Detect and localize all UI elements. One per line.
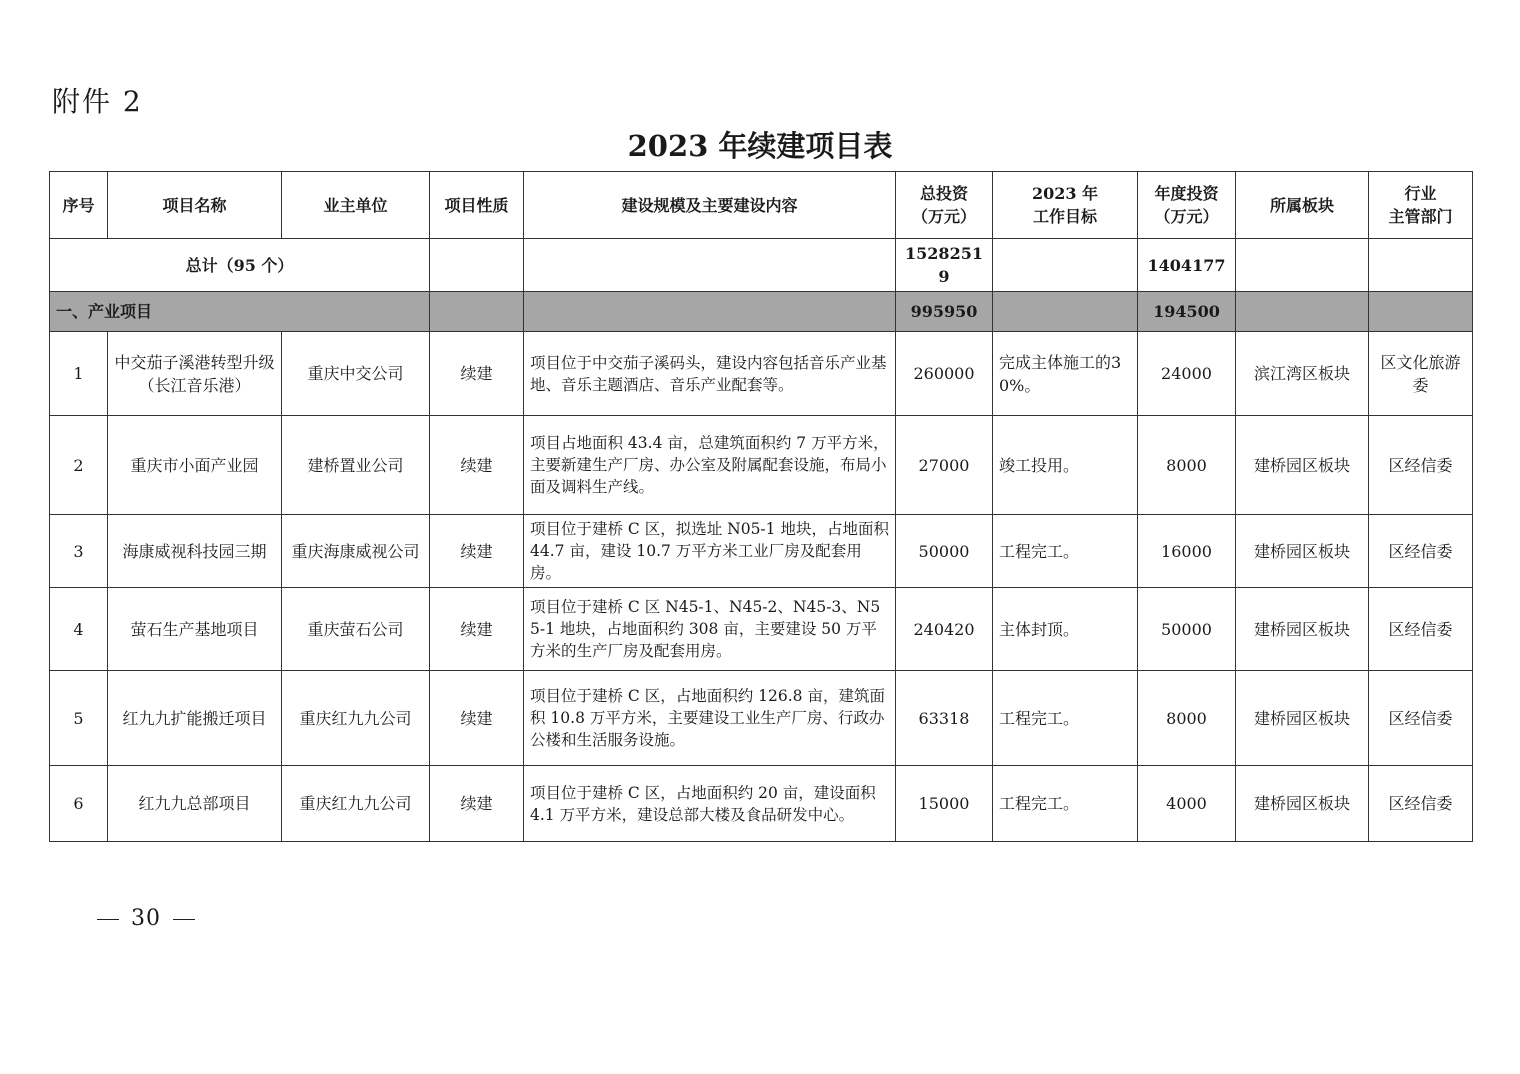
- row-scope: 项目位于建桥 C 区，拟选址 N05-1 地块，占地面积 44.7 亩，建设 10.7 万平方米工业厂房及配套用房。: [524, 515, 896, 588]
- header-total-investment-line2: （万元）: [911, 207, 976, 226]
- row-annual-investment: 16000: [1138, 515, 1236, 588]
- row-nature: 续建: [430, 588, 524, 671]
- row-index: 5: [50, 671, 108, 766]
- row-block: 建桥园区板块: [1236, 515, 1369, 588]
- row-scope: 项目位于建桥 C 区 N45-1、N45-2、N45-3、N55-1 地块，占地面积约 308 亩，主要建设 50 万平方米的生产厂房及配套用房。: [524, 588, 896, 671]
- table-row: [50, 332, 1473, 416]
- row-department: 区经信委: [1369, 671, 1473, 766]
- attachment-label: 附件 2: [52, 85, 143, 118]
- row-project-name: 重庆市小面产业园: [108, 416, 282, 515]
- row-department: 区经信委: [1369, 588, 1473, 671]
- row-block: 建桥园区板块: [1236, 588, 1369, 671]
- header-total-investment-line1: 总投资: [919, 184, 968, 203]
- total-empty-scope: [524, 239, 896, 292]
- row-nature: 续建: [430, 416, 524, 515]
- row-department: 区文化旅游委: [1369, 332, 1473, 416]
- total-label: 总计（95 个）: [50, 239, 430, 292]
- row-annual-investment: 24000: [1138, 332, 1236, 416]
- section-label: 一、产业项目: [50, 292, 430, 332]
- row-department: 区经信委: [1369, 515, 1473, 588]
- row-annual-investment: 8000: [1138, 416, 1236, 515]
- header-department-line1: 行业: [1404, 184, 1437, 203]
- total-empty-goal: [993, 239, 1138, 292]
- table-row: [50, 766, 1473, 842]
- table-row: [50, 515, 1473, 588]
- header-nature: 项目性质: [430, 172, 524, 239]
- header-block: 所属板块: [1236, 172, 1369, 239]
- row-index: 2: [50, 416, 108, 515]
- row-owner: 重庆红九九公司: [282, 671, 430, 766]
- row-project-name: 萤石生产基地项目: [108, 588, 282, 671]
- header-goal-line1: 2023 年: [1031, 184, 1099, 203]
- row-goal: 完成主体施工的30%。: [993, 332, 1138, 416]
- row-goal: 主体封顶。: [993, 588, 1138, 671]
- header-index: 序号: [50, 172, 108, 239]
- row-total-investment: 240420: [896, 588, 993, 671]
- header-goal-line2: 工作目标: [1032, 207, 1097, 226]
- row-goal: 工程完工。: [993, 671, 1138, 766]
- header-annual-investment-line1: 年度投资: [1154, 184, 1219, 203]
- row-nature: 续建: [430, 332, 524, 416]
- row-goal: 工程完工。: [993, 515, 1138, 588]
- total-empty-nature: [430, 239, 524, 292]
- row-goal: 竣工投用。: [993, 416, 1138, 515]
- row-annual-investment: 50000: [1138, 588, 1236, 671]
- page-number-dash-right: [173, 919, 195, 920]
- row-block: 建桥园区板块: [1236, 416, 1369, 515]
- projects-table: [49, 171, 1473, 842]
- row-total-investment: 27000: [896, 416, 993, 515]
- row-project-name: 中交茄子溪港转型升级（长江音乐港）: [108, 332, 282, 416]
- header-annual-investment-line2: （万元）: [1154, 207, 1219, 226]
- section-row: [50, 292, 1473, 332]
- row-scope: 项目位于建桥 C 区，占地面积约 126.8 亩，建筑面积 10.8 万平方米，主要建设工业生产厂房、行政办公楼和生活服务设施。: [524, 671, 896, 766]
- row-block: 建桥园区板块: [1236, 671, 1369, 766]
- row-owner: 建桥置业公司: [282, 416, 430, 515]
- header-department-line2: 主管部门: [1388, 207, 1453, 226]
- row-total-investment: 15000: [896, 766, 993, 842]
- section-empty-department: [1369, 292, 1473, 332]
- row-index: 3: [50, 515, 108, 588]
- row-department: 区经信委: [1369, 766, 1473, 842]
- section-empty-nature: [430, 292, 524, 332]
- table-row: [50, 671, 1473, 766]
- header-department: [1369, 172, 1473, 239]
- page-number: [85, 906, 207, 931]
- row-nature: 续建: [430, 766, 524, 842]
- row-project-name: 红九九总部项目: [108, 766, 282, 842]
- header-scope: 建设规模及主要建设内容: [524, 172, 896, 239]
- total-investment-value: 15282519: [896, 239, 993, 292]
- section-annual-investment-value: 194500: [1138, 292, 1236, 332]
- row-index: 1: [50, 332, 108, 416]
- header-owner: 业主单位: [282, 172, 430, 239]
- row-total-investment: 50000: [896, 515, 993, 588]
- row-owner: 重庆萤石公司: [282, 588, 430, 671]
- row-department: 区经信委: [1369, 416, 1473, 515]
- row-owner: 重庆海康威视公司: [282, 515, 430, 588]
- page-number-dash-left: [97, 919, 119, 920]
- table-row: [50, 416, 1473, 515]
- section-empty-goal: [993, 292, 1138, 332]
- row-scope: 项目位于建桥 C 区，占地面积约 20 亩，建设面积 4.1 万平方米，建设总部大楼及食品研发中心。: [524, 766, 896, 842]
- row-project-name: 海康威视科技园三期: [108, 515, 282, 588]
- row-index: 4: [50, 588, 108, 671]
- row-nature: 续建: [430, 515, 524, 588]
- row-annual-investment: 4000: [1138, 766, 1236, 842]
- row-scope: 项目占地面积 43.4 亩，总建筑面积约 7 万平方米，主要新建生产厂房、办公室及附属配套设施，布局小面及调料生产线。: [524, 416, 896, 515]
- row-scope: 项目位于中交茄子溪码头，建设内容包括音乐产业基地、音乐主题酒店、音乐产业配套等。: [524, 332, 896, 416]
- row-total-investment: 63318: [896, 671, 993, 766]
- row-total-investment: 260000: [896, 332, 993, 416]
- row-block: 建桥园区板块: [1236, 766, 1369, 842]
- section-empty-block: [1236, 292, 1369, 332]
- header-total-investment: [896, 172, 993, 239]
- row-annual-investment: 8000: [1138, 671, 1236, 766]
- total-annual-investment-value: 1404177: [1138, 239, 1236, 292]
- header-row: [50, 172, 1473, 239]
- row-goal: 工程完工。: [993, 766, 1138, 842]
- row-owner: 重庆红九九公司: [282, 766, 430, 842]
- section-empty-scope: [524, 292, 896, 332]
- total-empty-department: [1369, 239, 1473, 292]
- total-row: [50, 239, 1473, 292]
- row-nature: 续建: [430, 671, 524, 766]
- row-index: 6: [50, 766, 108, 842]
- section-investment-value: 995950: [896, 292, 993, 332]
- row-project-name: 红九九扩能搬迁项目: [108, 671, 282, 766]
- page-number-value: 30: [131, 906, 161, 931]
- header-goal: [993, 172, 1138, 239]
- row-block: 滨江湾区板块: [1236, 332, 1369, 416]
- header-name: 项目名称: [108, 172, 282, 239]
- document-title: 2023 年续建项目表: [627, 129, 893, 163]
- row-owner: 重庆中交公司: [282, 332, 430, 416]
- total-empty-block: [1236, 239, 1369, 292]
- header-annual-investment: [1138, 172, 1236, 239]
- table-row: [50, 588, 1473, 671]
